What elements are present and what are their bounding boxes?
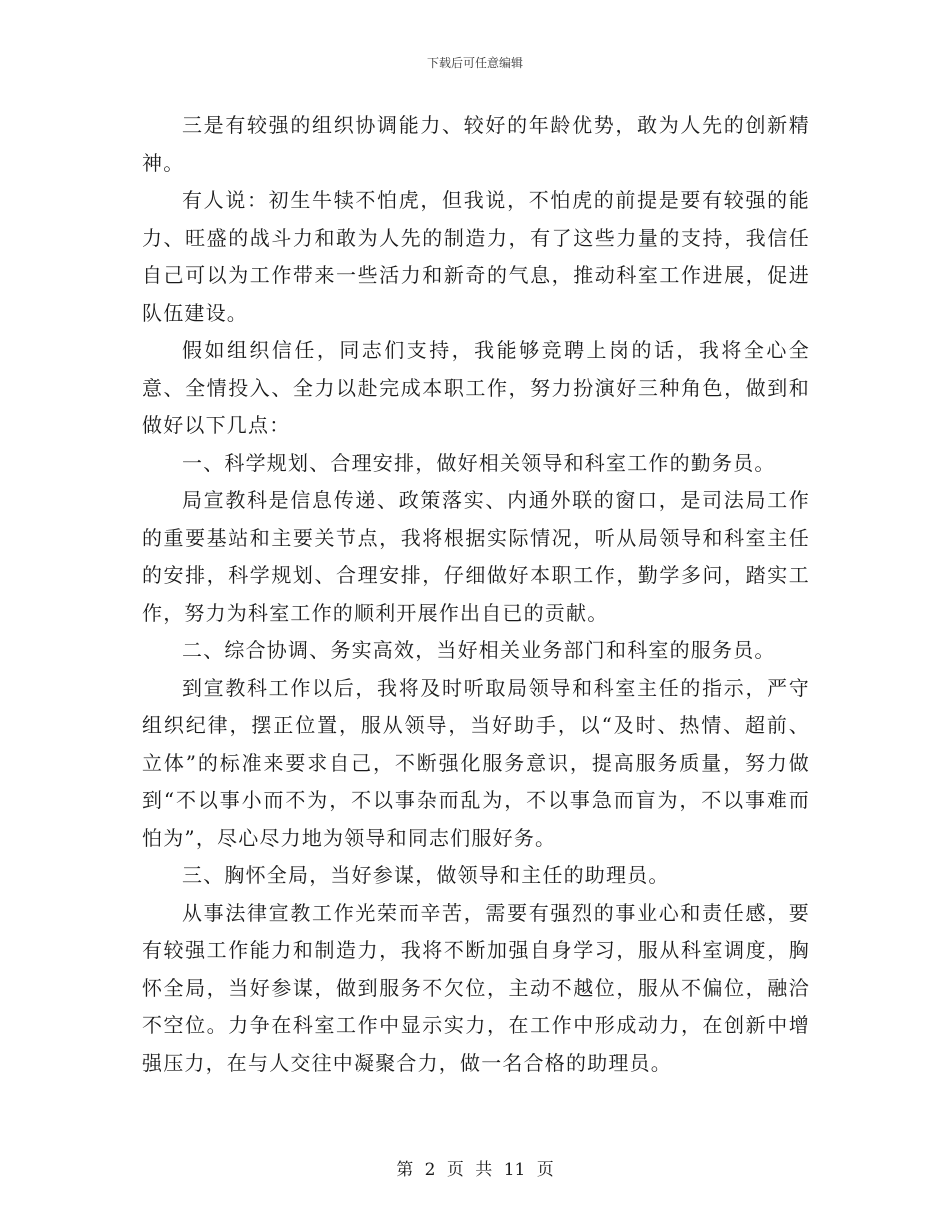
page-number-footer: 第 2 页 共 11 页 [396,1160,554,1180]
section-heading: 三、胸怀全局，当好参谋，做领导和主任的助理员。 [182,863,670,887]
paragraph: 局宣教科是信息传递、政策落实、内通外联的窗口，是司法局工作的重要基站和主要关节点，我将根据实际情况，听从局领导和科室主任的安排，科学规划、合理安排，仔细做好本职工作，勤学多问，踏实工作，努力为科室工作的顺利开展作出自已的贡献。 [142,488,810,625]
section-heading: 二、综合协调、务实高效，当好相关业务部门和科室的服务员。 [182,638,776,662]
section-heading: 一、科学规划、合理安排，做好相关领导和科室工作的勤务员。 [182,450,776,475]
paragraph: 从事法律宣教工作光荣而辛苦，需要有强烈的事业心和责任感，要有较强工作能力和制造力，我将不断加强自身学习，服从科室调度，胸怀全局，当好参谋，做到服务不欠位，主动不越位，服从不偏位，融洽不空位。力争在科室工作中显示实力，在工作中形成动力，在创新中增强压力，在与人交往中凝聚合力，做一名合格的助理员。 [142,900,810,1075]
paragraph: 到宣教科工作以后，我将及时听取局领导和科室主任的指示，严守组织纪律，摆正位置，服从领导，当好助手，以“及时、热情、超前、立体”的标准来要求自己，不断强化服务意识，提高服务质量，努力做到“不以事小而不为，不以事杂而乱为，不以事急而盲为，不以事难而怕为”，尽心尽力地为领导和同志们服好务。 [142,675,810,850]
paragraph: 有人说：初生牛犊不怕虎，但我说，不怕虎的前提是要有较强的能力、旺盛的战斗力和敢为人先的制造力，有了这些力量的支持，我信任自己可以为工作带来一些活力和新奇的气息，推动科室工作进展，促进队伍建设。 [142,188,810,325]
page-header-note: 下载后可任意编辑 [426,56,523,70]
document-body [142,107,810,1082]
paragraph: 假如组织信任，同志们支持，我能够竞聘上岗的话，我将全心全意、全情投入、全力以赴完成本职工作，努力扮演好三种角色，做到和做好以下几点： [142,338,810,437]
paragraph: 三是有较强的组织协调能力、较好的年龄优势，敢为人先的创新精神。 [142,113,810,175]
